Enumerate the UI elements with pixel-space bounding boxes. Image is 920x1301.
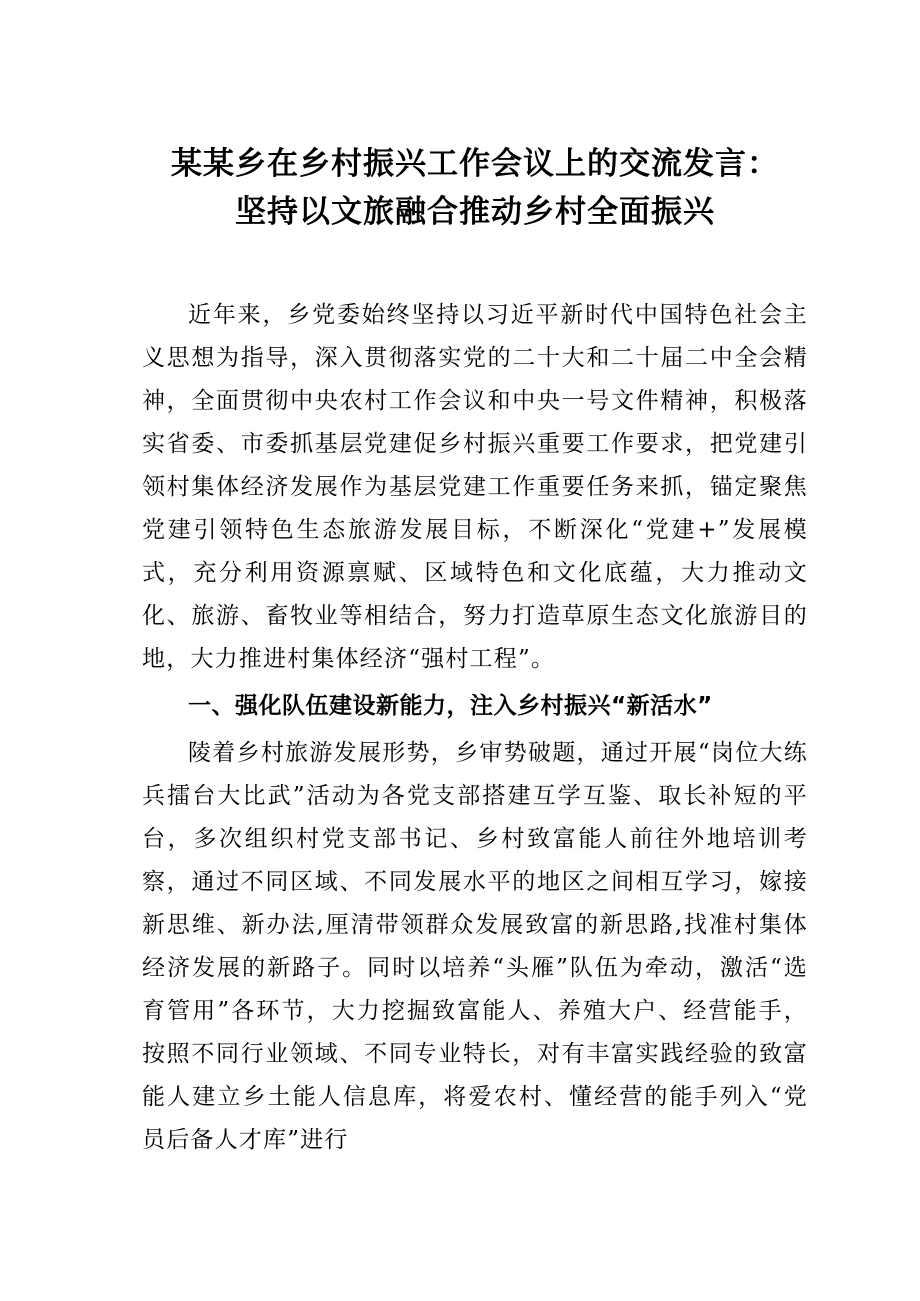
- paragraph-intro: 近年来，乡党委始终坚持以习近平新时代中国特色社会主义思想为指导，深入贯彻落实党的二十大和二十届二中全会精神，全面贯彻中央农村工作会议和中央一号文件精神，积极落实省委、市委抓基层党建促乡村振兴重要工作要求，把党建引领村集体经济发展作为基层党建工作重要任务来抓，锚定聚焦党建引领特色生态旅游发展目标，不断深化“党建+”发展模式，充分利用资源禀赋、区域特色和文化底蕴，大力推动文化、旅游、畜牧业等相结合，努力打造草原生态文化旅游目的地，大力推进村集体经济“强村工程”。: [142, 302, 808, 672]
- title-line-1: 某某乡在乡村振兴工作会议上的交流发言：: [171, 146, 779, 182]
- section-heading-1: 一、强化队伍建设新能力，注入乡村振兴“新活水”: [188, 693, 713, 719]
- title-line-2: 坚持以文旅融合推动乡村全面振兴: [235, 194, 715, 230]
- paragraph-body-1: 陵着乡村旅游发展形势，乡审势破题，通过开展“岗位大练兵擂台大比武”活动为各党支部搭建互学互鉴、取长补短的平台，多次组织村党支部书记、乡村致富能人前往外地培训考察，通过不同区域、不同发展水平的地区之间相互学习，嫁接新思维、新办法,厘清带领群众发展致富的新思路,找准村集体经济发展的新路子。同时以培养“头雁”队伍为牵动，激活“选育管用”各环节，大力挖掘致富能人、养殖大户、经营能手，按照不同行业领域、不同专业特长，对有丰富实践经验的致富能人建立乡土能人信息库，将爱农村、懂经营的能手列入“党员后备人才库”进行: [142, 740, 808, 1153]
- document-title: [142, 140, 808, 236]
